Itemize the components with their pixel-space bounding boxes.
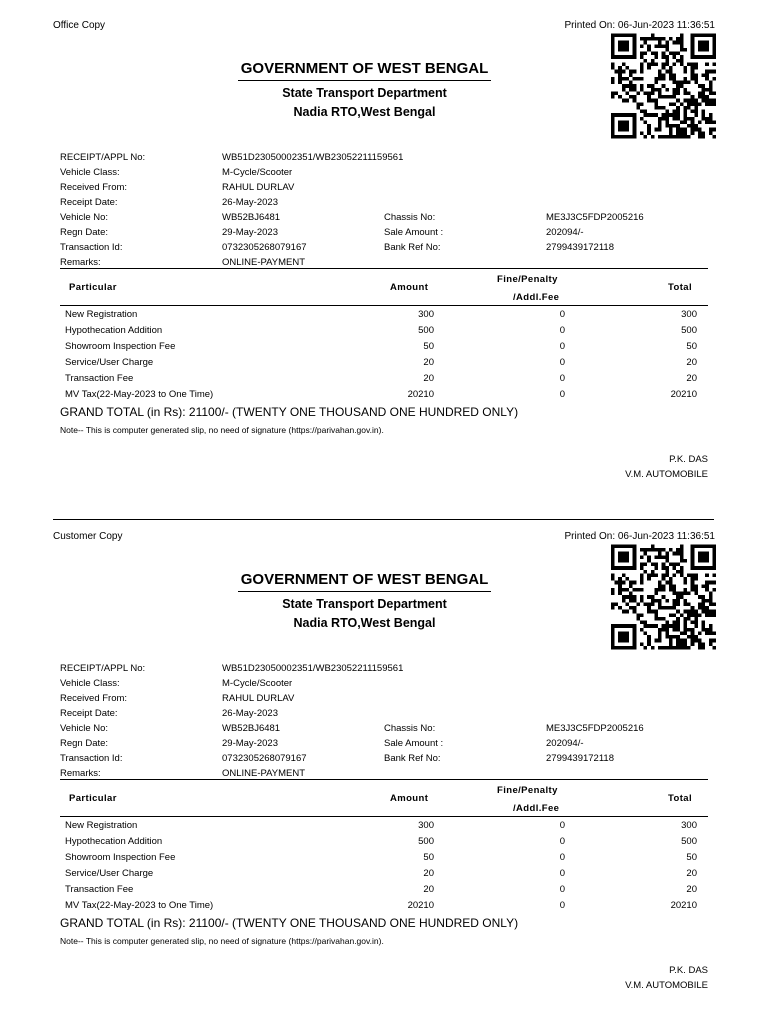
table-top-rule	[60, 268, 708, 269]
row-amount: 20210	[407, 900, 434, 911]
government-title: GOVERNMENT OF WEST BENGAL	[238, 60, 491, 81]
bank-label: Bank Ref No:	[384, 753, 441, 764]
row-particular: MV Tax(22-May-2023 to One Time)	[65, 900, 214, 911]
row-particular: Transaction Fee	[65, 373, 134, 384]
copy-label: Customer Copy	[53, 531, 123, 542]
row-amount: 20	[423, 357, 434, 368]
regn-label: Regn Date:	[60, 227, 109, 238]
computer-generated-note: Note-- This is computer generated slip, no need of signature (https://parivahan.gov.in).	[60, 936, 384, 946]
printed-on: Printed On: 06-Jun-2023 11:36:51	[564, 531, 715, 542]
row-particular: Showroom Inspection Fee	[65, 852, 176, 863]
row-total: 20210	[670, 900, 697, 911]
header-total: Total	[668, 793, 692, 804]
row-particular: Hypothecation Addition	[65, 836, 163, 847]
chassis-value: ME3J3C5FDP2005216	[546, 723, 644, 734]
row-total: 20	[686, 357, 697, 368]
row-fine: 0	[559, 357, 565, 368]
regn-value: 29-May-2023	[222, 738, 278, 749]
row-particular: Hypothecation Addition	[65, 325, 163, 336]
receipt-value: WB51D23050002351/WB23052211159561	[222, 152, 404, 163]
vno-label: Vehicle No:	[60, 212, 109, 223]
vno-value: WB52BJ6481	[222, 723, 281, 734]
row-amount: 20	[423, 868, 434, 879]
customer-copy-receipt	[0, 511, 768, 1011]
rdate-label: Receipt Date:	[60, 197, 118, 208]
row-total: 20210	[670, 389, 697, 400]
row-amount: 20	[423, 373, 434, 384]
vclass-value: M-Cycle/Scooter	[222, 678, 293, 689]
row-amount: 50	[423, 852, 434, 863]
vclass-label: Vehicle Class:	[60, 167, 120, 178]
table-header-rule	[60, 816, 708, 817]
signatory-name: P.K. DAS	[669, 454, 708, 465]
row-fine: 0	[559, 868, 565, 879]
vno-label: Vehicle No:	[60, 723, 109, 734]
chassis-label: Chassis No:	[384, 723, 436, 734]
row-fine: 0	[559, 325, 565, 336]
dealer-name: V.M. AUTOMOBILE	[625, 980, 708, 991]
qr-code-icon	[611, 543, 716, 651]
row-amount: 300	[418, 820, 434, 831]
sale-value: 202094/-	[546, 227, 584, 238]
txn-value: 0732305268079167	[222, 242, 307, 253]
header-fine: Fine/Penalty	[497, 274, 558, 285]
header-addl-fee: /Addl.Fee	[513, 292, 560, 303]
government-title: GOVERNMENT OF WEST BENGAL	[238, 571, 491, 592]
row-fine: 0	[559, 309, 565, 320]
header-fine: Fine/Penalty	[497, 785, 558, 796]
remarks-value: ONLINE-PAYMENT	[222, 257, 306, 268]
txn-value: 0732305268079167	[222, 753, 307, 764]
department-name: State Transport Department	[282, 597, 447, 611]
vclass-label: Vehicle Class:	[60, 678, 120, 689]
computer-generated-note: Note-- This is computer generated slip, no need of signature (https://parivahan.gov.in).	[60, 425, 384, 435]
chassis-value: ME3J3C5FDP2005216	[546, 212, 644, 223]
txn-label: Transaction Id:	[60, 242, 123, 253]
printed-on: Printed On: 06-Jun-2023 11:36:51	[564, 20, 715, 31]
bank-value: 2799439172118	[546, 753, 614, 764]
from-label: Received From:	[60, 182, 128, 193]
row-fine: 0	[559, 373, 565, 384]
rdate-value: 26-May-2023	[222, 197, 278, 208]
header-particular: Particular	[69, 282, 117, 293]
row-total: 300	[681, 309, 697, 320]
sale-value: 202094/-	[546, 738, 584, 749]
receipt-label: RECEIPT/APPL No:	[60, 152, 146, 163]
receipt-value: WB51D23050002351/WB23052211159561	[222, 663, 404, 674]
copy-label: Office Copy	[53, 20, 106, 31]
header-addl-fee: /Addl.Fee	[513, 803, 560, 814]
row-fine: 0	[559, 852, 565, 863]
grand-total: GRAND TOTAL (in Rs): 21100/- (TWENTY ONE THOUSAND ONE HUNDRED ONLY)	[60, 916, 519, 930]
row-total: 300	[681, 820, 697, 831]
rdate-label: Receipt Date:	[60, 708, 118, 719]
rto-name: Nadia RTO,West Bengal	[293, 105, 436, 119]
vclass-value: M-Cycle/Scooter	[222, 167, 293, 178]
row-fine: 0	[559, 341, 565, 352]
header-total: Total	[668, 282, 692, 293]
row-total: 500	[681, 836, 697, 847]
rto-name: Nadia RTO,West Bengal	[293, 616, 436, 630]
row-particular: Service/User Charge	[65, 357, 154, 368]
row-amount: 500	[418, 836, 434, 847]
remarks-label: Remarks:	[60, 768, 101, 779]
remarks-value: ONLINE-PAYMENT	[222, 768, 306, 779]
signatory-name: P.K. DAS	[669, 965, 708, 976]
row-particular: New Registration	[65, 820, 138, 831]
from-value: RAHUL DURLAV	[222, 182, 295, 193]
sale-label: Sale Amount :	[384, 738, 444, 749]
qr-code-icon	[611, 32, 716, 140]
grand-total: GRAND TOTAL (in Rs): 21100/- (TWENTY ONE THOUSAND ONE HUNDRED ONLY)	[60, 405, 519, 419]
row-total: 500	[681, 325, 697, 336]
bank-label: Bank Ref No:	[384, 242, 441, 253]
row-fine: 0	[559, 900, 565, 911]
row-total: 20	[686, 884, 697, 895]
regn-label: Regn Date:	[60, 738, 109, 749]
txn-label: Transaction Id:	[60, 753, 123, 764]
from-label: Received From:	[60, 693, 128, 704]
table-top-rule	[60, 779, 708, 780]
vno-value: WB52BJ6481	[222, 212, 281, 223]
row-particular: Transaction Fee	[65, 884, 134, 895]
header-amount: Amount	[390, 282, 429, 293]
row-amount: 500	[418, 325, 434, 336]
row-particular: New Registration	[65, 309, 138, 320]
rdate-value: 26-May-2023	[222, 708, 278, 719]
department-name: State Transport Department	[282, 86, 447, 100]
row-total: 50	[686, 852, 697, 863]
dealer-name: V.M. AUTOMOBILE	[625, 469, 708, 480]
row-amount: 20210	[407, 389, 434, 400]
remarks-label: Remarks:	[60, 257, 101, 268]
bank-value: 2799439172118	[546, 242, 614, 253]
row-total: 50	[686, 341, 697, 352]
row-fine: 0	[559, 389, 565, 400]
row-particular: Showroom Inspection Fee	[65, 341, 176, 352]
row-particular: Service/User Charge	[65, 868, 154, 879]
row-amount: 50	[423, 341, 434, 352]
chassis-label: Chassis No:	[384, 212, 436, 223]
header-amount: Amount	[390, 793, 429, 804]
from-value: RAHUL DURLAV	[222, 693, 295, 704]
row-particular: MV Tax(22-May-2023 to One Time)	[65, 389, 214, 400]
regn-value: 29-May-2023	[222, 227, 278, 238]
row-fine: 0	[559, 820, 565, 831]
row-total: 20	[686, 373, 697, 384]
row-fine: 0	[559, 884, 565, 895]
table-header-rule	[60, 305, 708, 306]
receipt-label: RECEIPT/APPL No:	[60, 663, 146, 674]
header-particular: Particular	[69, 793, 117, 804]
office-copy-receipt	[0, 0, 768, 500]
sale-label: Sale Amount :	[384, 227, 444, 238]
row-amount: 20	[423, 884, 434, 895]
row-total: 20	[686, 868, 697, 879]
row-amount: 300	[418, 309, 434, 320]
row-fine: 0	[559, 836, 565, 847]
